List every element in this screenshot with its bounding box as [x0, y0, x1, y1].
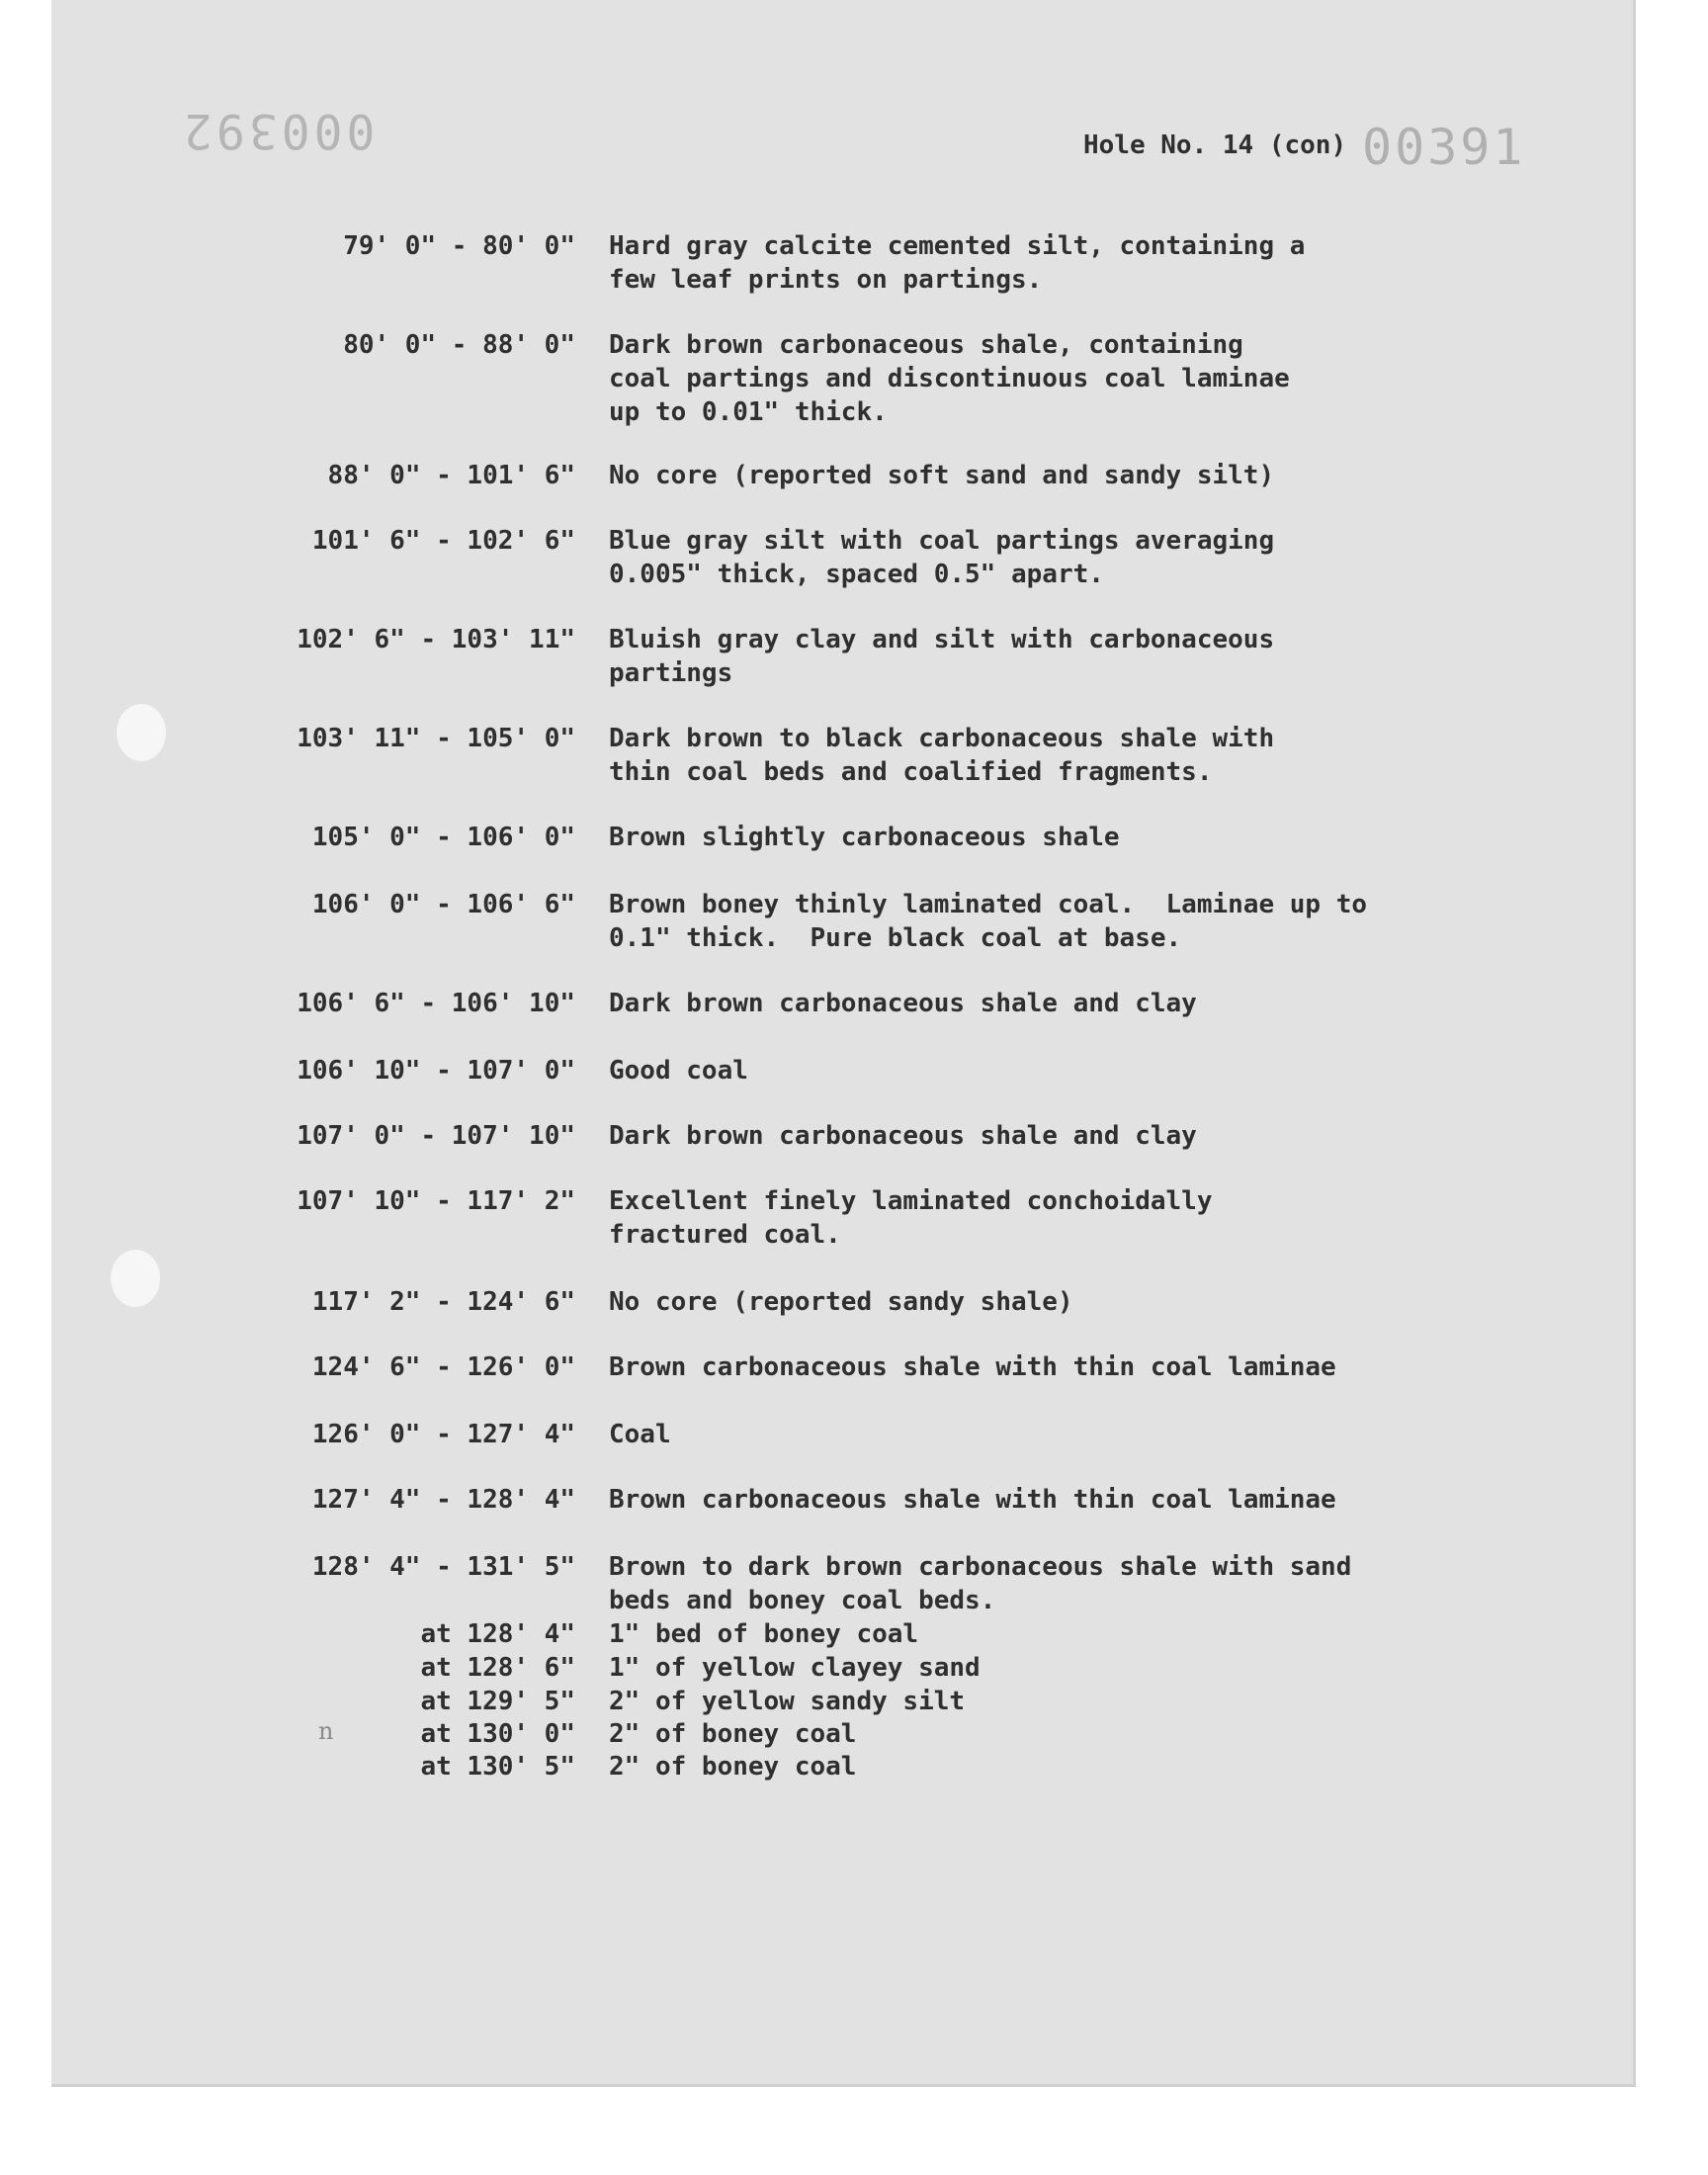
- entry-depth: 79' 0" - 80' 0": [343, 231, 575, 261]
- entry-depth: 80' 0" - 88' 0": [343, 330, 575, 360]
- entry-depth: 103' 11" - 105' 0": [297, 724, 575, 753]
- entry-text: 0.1" thick. Pure black coal at base.: [609, 923, 1182, 953]
- entry-depth: 117' 2" - 124' 6": [311, 1287, 575, 1317]
- entry-text: Hard gray calcite cemented silt, containing a: [609, 231, 1306, 261]
- entry-text: No core (reported soft sand and sandy silt): [609, 461, 1275, 490]
- entry-text: Coal: [609, 1420, 671, 1449]
- entry-text: coal partings and discontinuous coal laminae: [609, 364, 1290, 393]
- entry-depth: 106' 0" - 106' 6": [311, 890, 575, 919]
- page-title: Hole No. 14 (con): [1083, 130, 1347, 160]
- entry-depth: 128' 4" - 131' 5": [311, 1552, 575, 1582]
- entry-text: up to 0.01" thick.: [609, 397, 888, 427]
- entry-text: fractured coal.: [609, 1220, 841, 1250]
- page-stamp-right: 00391: [1362, 119, 1526, 176]
- entry-text: partings: [609, 658, 733, 688]
- sub-entry-text: 2" of boney coal: [609, 1719, 857, 1749]
- entry-depth: 127' 4" - 128' 4": [311, 1485, 575, 1515]
- entry-text: No core (reported sandy shale): [609, 1287, 1073, 1317]
- entry-text: Brown carbonaceous shale with thin coal laminae: [609, 1485, 1336, 1515]
- entry-text: Brown boney thinly laminated coal. Laminae up to: [609, 890, 1368, 919]
- sub-entry-text: 1" bed of boney coal: [609, 1619, 919, 1649]
- entry-depth: 126' 0" - 127' 4": [311, 1420, 575, 1449]
- margin-mark: n: [318, 1717, 334, 1745]
- entry-text: few leaf prints on partings.: [609, 265, 1043, 295]
- sub-entry-depth: at 129' 5": [420, 1687, 575, 1716]
- entry-depth: 106' 10" - 107' 0": [297, 1056, 575, 1086]
- entry-text: thin coal beds and coalified fragments.: [609, 757, 1213, 787]
- entry-text: beds and boney coal beds.: [609, 1586, 996, 1615]
- entry-text: Blue gray silt with coal partings averaging: [609, 526, 1275, 556]
- sub-entry-depth: at 128' 6": [420, 1653, 575, 1683]
- entry-text: Dark brown carbonaceous shale, containing: [609, 330, 1243, 360]
- sub-entry-text: 2" of boney coal: [609, 1752, 857, 1782]
- entry-text: Brown to dark brown carbonaceous shale with sand: [609, 1552, 1352, 1582]
- sub-entry-depth: at 128' 4": [420, 1619, 575, 1649]
- entry-depth: 124' 6" - 126' 0": [311, 1352, 575, 1382]
- entry-depth: 107' 10" - 117' 2": [297, 1186, 575, 1216]
- entry-depth: 88' 0" - 101' 6": [327, 461, 575, 490]
- entry-text: Dark brown carbonaceous shale and clay: [609, 1121, 1197, 1151]
- entry-text: Dark brown carbonaceous shale and clay: [609, 989, 1197, 1018]
- entry-text: 0.005" thick, spaced 0.5" apart.: [609, 560, 1104, 589]
- sub-entry-text: 2" of yellow sandy silt: [609, 1687, 966, 1716]
- sub-entry-text: 1" of yellow clayey sand: [609, 1653, 981, 1683]
- entry-text: Bluish gray clay and silt with carbonaceous: [609, 625, 1275, 654]
- entry-text: Brown slightly carbonaceous shale: [609, 823, 1120, 852]
- entry-depth: 105' 0" - 106' 0": [311, 823, 575, 852]
- entry-depth: 102' 6" - 103' 11": [297, 625, 575, 654]
- entry-depth: 106' 6" - 106' 10": [297, 989, 575, 1018]
- entry-text: Brown carbonaceous shale with thin coal laminae: [609, 1352, 1336, 1382]
- entry-depth: 101' 6" - 102' 6": [311, 526, 575, 556]
- entry-text: Excellent finely laminated conchoidally: [609, 1186, 1213, 1216]
- page-stamp-left: 000392: [180, 103, 376, 158]
- entry-text: Dark brown to black carbonaceous shale with: [609, 724, 1275, 753]
- entry-depth: 107' 0" - 107' 10": [297, 1121, 575, 1151]
- sub-entry-depth: at 130' 5": [420, 1752, 575, 1782]
- entry-text: Good coal: [609, 1056, 748, 1086]
- sub-entry-depth: at 130' 0": [420, 1719, 575, 1749]
